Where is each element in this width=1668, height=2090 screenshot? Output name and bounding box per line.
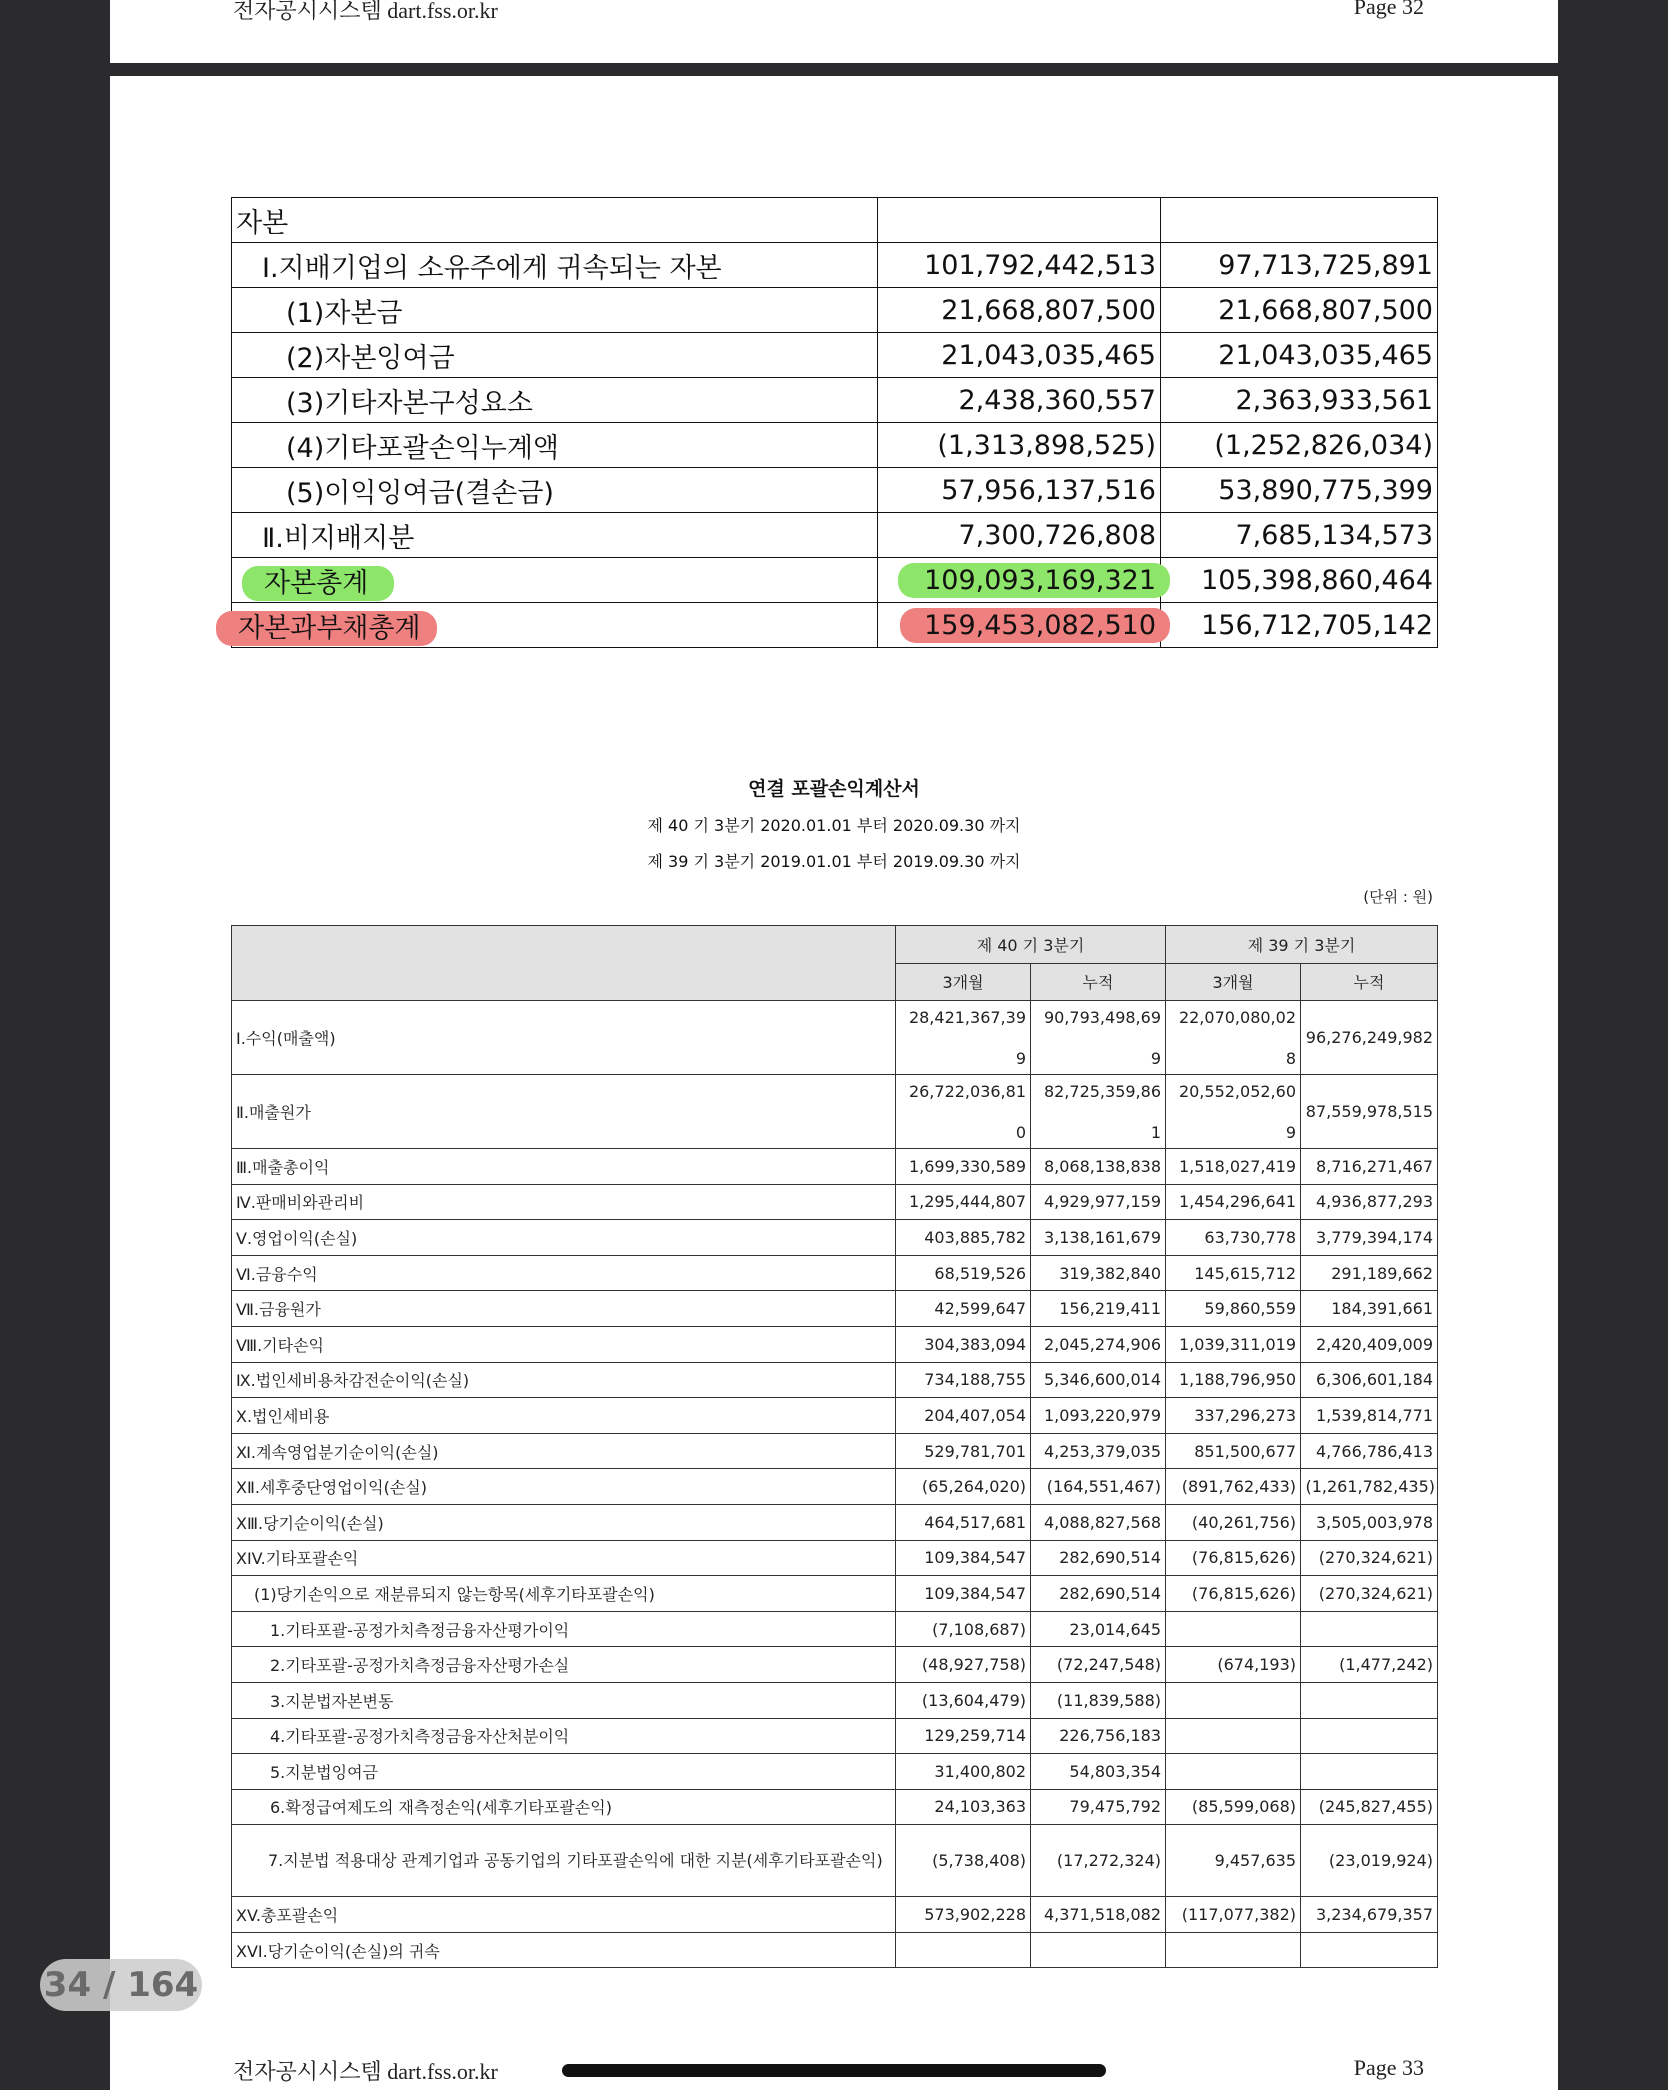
header-period-40: 제 40 기 3분기 (896, 926, 1166, 964)
value-cell (896, 1075, 1031, 1149)
row-label: Ⅲ.매출총이익 (232, 1149, 896, 1185)
row-label: 4.기타포괄-공정가치측정금융자산처분이익 (232, 1718, 896, 1754)
row-label: 2.기타포괄-공정가치측정금융자산평가손실 (232, 1647, 896, 1683)
row-label: Ⅹ.법인세비용 (232, 1398, 896, 1434)
table-row (232, 1362, 1438, 1398)
row-label: Ⅰ.지배기업의 소유주에게 귀속되는 자본 (232, 243, 878, 288)
value-cell: (270,324,621) (1301, 1576, 1438, 1612)
value-cell: 2,045,274,906 (1031, 1326, 1166, 1362)
table-row (232, 1754, 1438, 1790)
row-label: Ⅶ.금융원가 (232, 1291, 896, 1327)
value-cell (896, 1932, 1031, 1968)
value-cell (1301, 1932, 1438, 1968)
value-cell: 4,371,518,082 (1031, 1897, 1166, 1933)
value-cell: 3,779,394,174 (1301, 1220, 1438, 1256)
value-cell: (270,324,621) (1301, 1540, 1438, 1576)
row-label: (2)자본잉여금 (232, 333, 878, 378)
value-cell: 59,860,559 (1166, 1291, 1301, 1327)
total-equity-liabilities-label-highlight: 자본과부채총계 (216, 611, 437, 646)
previous-value: 2,363,933,561 (1161, 378, 1438, 423)
current-value-cell (878, 558, 1161, 603)
table-row (232, 513, 1438, 558)
value-cell: 4,253,379,035 (1031, 1433, 1166, 1469)
row-label: 6.확정급여제도의 재측정손익(세후기타포괄손익) (232, 1789, 896, 1825)
value-cell: (11,839,588) (1031, 1682, 1166, 1718)
table-row-total-equity-liabilities (232, 603, 1438, 648)
row-label: 1.기타포괄-공정가치측정금융자산평가이익 (232, 1611, 896, 1647)
value-cell: 3,138,161,679 (1031, 1220, 1166, 1256)
table-row (232, 1682, 1438, 1718)
period-previous: 제 39 기 3분기 2019.01.01 부터 2019.09.30 까지 (647, 852, 1021, 871)
previous-value: 21,043,035,465 (1161, 333, 1438, 378)
row-label: ⅩⅡ.세후중단영업이익(손실) (232, 1469, 896, 1505)
statement-title: 연결 포괄손익계산서 (748, 778, 920, 800)
value-cell: 1,454,296,641 (1166, 1184, 1301, 1220)
value-cell: 68,519,526 (896, 1255, 1031, 1291)
value-cell: (65,264,020) (896, 1469, 1031, 1505)
value-cell: (245,827,455) (1301, 1789, 1438, 1825)
previous-value: 156,712,705,142 (1161, 603, 1438, 648)
period-current: 제 40 기 3분기 2020.01.01 부터 2020.09.30 까지 (647, 816, 1021, 835)
value-cell: (23,019,924) (1301, 1825, 1438, 1897)
current-value: 21,043,035,465 (878, 333, 1161, 378)
row-label-cell (232, 558, 878, 603)
row-label: (4)기타포괄손익누계액 (232, 423, 878, 468)
value-cell (1301, 1718, 1438, 1754)
table-row (232, 423, 1438, 468)
value-part: 9 (1285, 1122, 1296, 1142)
row-label: (1)자본금 (232, 288, 878, 333)
page-indicator: 34 / 164 (40, 1959, 202, 2011)
table-row (232, 1433, 1438, 1469)
value-cell: 337,296,273 (1166, 1398, 1301, 1434)
table-row (232, 1255, 1438, 1291)
value-cell (1166, 1611, 1301, 1647)
value-cell (1301, 1754, 1438, 1790)
value-cell (1031, 1932, 1166, 1968)
row-label: 3.지분법자본변동 (232, 1682, 896, 1718)
value-cell: 4,929,977,159 (1031, 1184, 1166, 1220)
value-cell: 4,936,877,293 (1301, 1184, 1438, 1220)
value-cell: 1,518,027,419 (1166, 1149, 1301, 1185)
value-cell: (76,815,626) (1166, 1576, 1301, 1612)
row-label: XVI.당기순이익(손실)의 귀속 (232, 1932, 896, 1968)
current-value: 21,668,807,500 (878, 288, 1161, 333)
value-cell: 204,407,054 (896, 1398, 1031, 1434)
value-cell: 1,039,311,019 (1166, 1326, 1301, 1362)
row-label-cell (232, 603, 878, 648)
table-row (232, 1718, 1438, 1754)
table-row (232, 333, 1438, 378)
value-cell: 304,383,094 (896, 1326, 1031, 1362)
value-cell: 282,690,514 (1031, 1540, 1166, 1576)
previous-value: 97,713,725,891 (1161, 243, 1438, 288)
value-part: 0 (1015, 1122, 1026, 1142)
value-cell: 851,500,677 (1166, 1433, 1301, 1469)
row-label: Ⅵ.금융수익 (232, 1255, 896, 1291)
header-cumulative: 누적 (1301, 963, 1438, 1001)
header-3-months: 3개월 (896, 963, 1031, 1001)
table-row (232, 1469, 1438, 1505)
row-label: Ⅺ.계속영업분기순이익(손실) (232, 1433, 896, 1469)
value-cell (1301, 1682, 1438, 1718)
value-cell: 282,690,514 (1031, 1576, 1166, 1612)
value-cell: (117,077,382) (1166, 1897, 1301, 1933)
current-value (878, 198, 1161, 243)
value-cell: 109,384,547 (896, 1540, 1031, 1576)
value-cell: 63,730,778 (1166, 1220, 1301, 1256)
home-indicator-bar[interactable] (562, 2064, 1106, 2077)
value-cell: (48,927,758) (896, 1647, 1031, 1683)
value-cell (1166, 1718, 1301, 1754)
value-part: 90,793,498,69 (1043, 1007, 1161, 1027)
income-statement-table (231, 925, 1438, 1968)
balance-sheet-equity-table (231, 197, 1438, 648)
value-cell: 1,295,444,807 (896, 1184, 1031, 1220)
value-cell: 24,103,363 (896, 1789, 1031, 1825)
row-label: Ⅰ.수익(매출액) (232, 1001, 896, 1075)
row-label: (5)이익잉여금(결손금) (232, 468, 878, 513)
value-cell: (164,551,467) (1031, 1469, 1166, 1505)
value-cell: 529,781,701 (896, 1433, 1031, 1469)
table-row (232, 1504, 1438, 1540)
table-row (232, 1220, 1438, 1256)
table-row (232, 288, 1438, 333)
value-cell: 226,756,183 (1031, 1718, 1166, 1754)
value-cell: (40,261,756) (1166, 1504, 1301, 1540)
table-row (232, 1291, 1438, 1327)
value-cell (1166, 1754, 1301, 1790)
current-value: 7,300,726,808 (878, 513, 1161, 558)
row-label: XIV.기타포괄손익 (232, 1540, 896, 1576)
value-cell: 54,803,354 (1031, 1754, 1166, 1790)
table-row (232, 1932, 1438, 1968)
value-cell: 31,400,802 (896, 1754, 1031, 1790)
value-cell (1031, 1075, 1166, 1149)
value-cell: 4,766,786,413 (1301, 1433, 1438, 1469)
row-label: XV.총포괄손익 (232, 1897, 896, 1933)
value-cell: 156,219,411 (1031, 1291, 1166, 1327)
current-value: 57,956,137,516 (878, 468, 1161, 513)
header-row (232, 926, 1438, 964)
row-label: 7.지분법 적용대상 관계기업과 공동기업의 기타포괄손익에 대한 지분(세후기타포괄손익) (232, 1825, 896, 1897)
table-row (232, 243, 1438, 288)
current-value: 2,438,360,557 (878, 378, 1161, 423)
value-cell: (891,762,433) (1166, 1469, 1301, 1505)
unit-label: (단위 : 원) (1363, 888, 1433, 906)
row-label: Ⅸ.법인세비용차감전순이익(손실) (232, 1362, 896, 1398)
current-value-cell (878, 603, 1161, 648)
value-cell: 1,093,220,979 (1031, 1398, 1166, 1434)
value-cell: 319,382,840 (1031, 1255, 1166, 1291)
total-equity-label-highlight: 자본총계 (242, 566, 394, 601)
table-row (232, 1576, 1438, 1612)
value-cell (1301, 1611, 1438, 1647)
table-row (232, 1398, 1438, 1434)
value-cell: 5,346,600,014 (1031, 1362, 1166, 1398)
table-row (232, 1897, 1438, 1933)
row-label: Ⅷ.기타손익 (232, 1326, 896, 1362)
value-cell: 1,699,330,589 (896, 1149, 1031, 1185)
previous-value: (1,252,826,034) (1161, 423, 1438, 468)
value-cell: 8,716,271,467 (1301, 1149, 1438, 1185)
previous-value: 21,668,807,500 (1161, 288, 1438, 333)
value-part: 9 (1015, 1048, 1026, 1068)
value-cell (1166, 1932, 1301, 1968)
value-cell: 734,188,755 (896, 1362, 1031, 1398)
previous-value: 105,398,860,464 (1161, 558, 1438, 603)
value-cell: (13,604,479) (896, 1682, 1031, 1718)
value-cell: 96,276,249,982 (1301, 1001, 1438, 1075)
value-part: 1 (1150, 1122, 1161, 1142)
value-cell: 573,902,228 (896, 1897, 1031, 1933)
row-label: ⅩⅢ.당기순이익(손실) (232, 1504, 896, 1540)
table-row (232, 1075, 1438, 1149)
table-row (232, 1149, 1438, 1185)
table-row (232, 1540, 1438, 1576)
value-cell: 291,189,662 (1301, 1255, 1438, 1291)
row-label: (1)당기손익으로 재분류되지 않는항목(세후기타포괄손익) (232, 1576, 896, 1612)
value-cell: (674,193) (1166, 1647, 1301, 1683)
table-row (232, 378, 1438, 423)
value-cell: 79,475,792 (1031, 1789, 1166, 1825)
value-cell: (1,261,782,435) (1301, 1469, 1438, 1505)
value-cell: 403,885,782 (896, 1220, 1031, 1256)
value-cell (1166, 1075, 1301, 1149)
total-equity-value-highlight: 109,093,169,321 (898, 563, 1170, 598)
current-value: 101,792,442,513 (878, 243, 1161, 288)
value-cell: 42,599,647 (896, 1291, 1031, 1327)
value-cell: 129,259,714 (896, 1718, 1031, 1754)
document-page (110, 76, 1558, 2090)
row-label: Ⅳ.판매비와관리비 (232, 1184, 896, 1220)
value-cell: (85,599,068) (1166, 1789, 1301, 1825)
value-part: 28,421,367,39 (908, 1007, 1026, 1027)
row-label: Ⅴ.영업이익(손실) (232, 1220, 896, 1256)
table-row (232, 1647, 1438, 1683)
value-cell: 3,505,003,978 (1301, 1504, 1438, 1540)
value-cell: (1,477,242) (1301, 1647, 1438, 1683)
table-row (232, 1825, 1438, 1897)
value-cell (1031, 1001, 1166, 1075)
value-cell: 145,615,712 (1166, 1255, 1301, 1291)
previous-value: 7,685,134,573 (1161, 513, 1438, 558)
value-part: 9 (1150, 1048, 1161, 1068)
table-row (232, 1326, 1438, 1362)
value-cell: 23,014,645 (1031, 1611, 1166, 1647)
value-cell: (17,272,324) (1031, 1825, 1166, 1897)
row-label: (3)기타자본구성요소 (232, 378, 878, 423)
value-cell: 8,068,138,838 (1031, 1149, 1166, 1185)
current-value: (1,313,898,525) (878, 423, 1161, 468)
row-label: 5.지분법잉여금 (232, 1754, 896, 1790)
header-blank (232, 926, 896, 1001)
value-cell: 4,088,827,568 (1031, 1504, 1166, 1540)
value-cell: 87,559,978,515 (1301, 1075, 1438, 1149)
previous-value: 53,890,775,399 (1161, 468, 1438, 513)
row-label: 자본 (232, 198, 878, 243)
value-cell: 2,420,409,009 (1301, 1326, 1438, 1362)
table-row (232, 1611, 1438, 1647)
value-cell: 3,234,679,357 (1301, 1897, 1438, 1933)
value-cell: (7,108,687) (896, 1611, 1031, 1647)
table-row (232, 1789, 1438, 1825)
value-part: 26,722,036,81 (908, 1081, 1026, 1101)
header-period-39: 제 39 기 3분기 (1166, 926, 1438, 964)
value-cell (1166, 1682, 1301, 1718)
value-cell: 6,306,601,184 (1301, 1362, 1438, 1398)
value-cell: (72,247,548) (1031, 1647, 1166, 1683)
table-row (232, 1184, 1438, 1220)
value-cell: 109,384,547 (896, 1576, 1031, 1612)
footer-site: 전자공시시스템 dart.fss.or.kr (233, 2059, 498, 2084)
value-part: 22,070,080,02 (1178, 1007, 1296, 1027)
prev-page-number: Page 32 (1353, 0, 1424, 19)
value-cell: 1,539,814,771 (1301, 1398, 1438, 1434)
total-equity-liabilities-value-highlight: 159,453,082,510 (900, 608, 1170, 643)
value-part: 82,725,359,86 (1043, 1081, 1161, 1101)
table-row (232, 198, 1438, 243)
header-3-months: 3개월 (1166, 963, 1301, 1001)
table-row (232, 1001, 1438, 1075)
prev-page-site: 전자공시시스템 dart.fss.or.kr (233, 0, 498, 23)
value-cell: 9,457,635 (1166, 1825, 1301, 1897)
previous-page (110, 0, 1558, 63)
value-part: 20,552,052,60 (1178, 1081, 1296, 1101)
value-cell (896, 1001, 1031, 1075)
value-cell (1166, 1001, 1301, 1075)
footer-page-number: Page 33 (1353, 2055, 1424, 2080)
header-cumulative: 누적 (1031, 963, 1166, 1001)
previous-value (1161, 198, 1438, 243)
value-cell: (76,815,626) (1166, 1540, 1301, 1576)
value-cell: (5,738,408) (896, 1825, 1031, 1897)
table-row (232, 468, 1438, 513)
row-label: Ⅱ.매출원가 (232, 1075, 896, 1149)
value-cell: 464,517,681 (896, 1504, 1031, 1540)
value-cell: 1,188,796,950 (1166, 1362, 1301, 1398)
row-label: Ⅱ.비지배지분 (232, 513, 878, 558)
value-cell: 184,391,661 (1301, 1291, 1438, 1327)
table-row-total-equity (232, 558, 1438, 603)
value-part: 8 (1285, 1048, 1296, 1068)
